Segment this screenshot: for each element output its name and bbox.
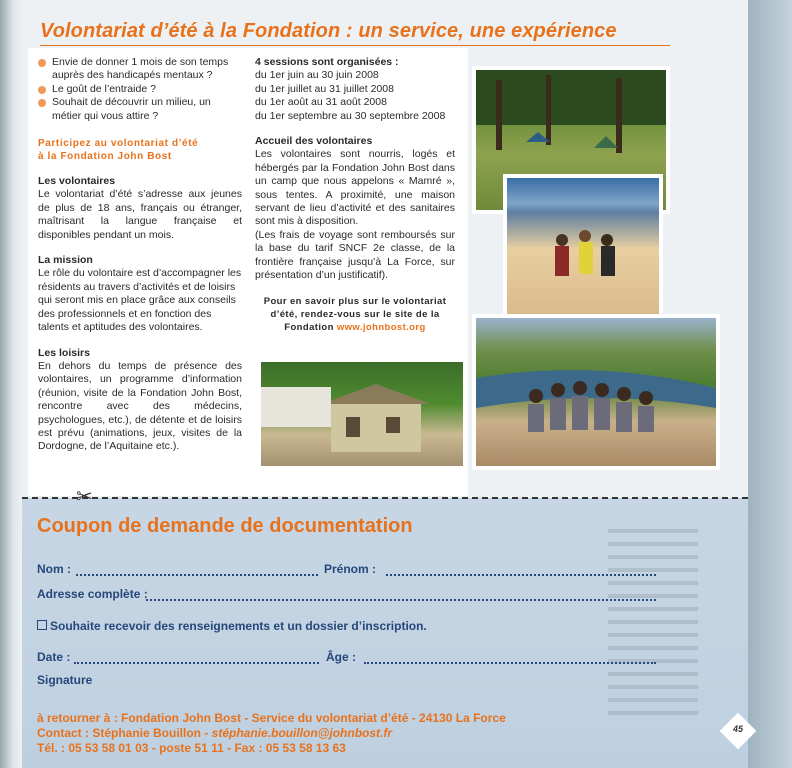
scissors-icon: ✂ bbox=[76, 486, 93, 508]
date-label: Date : bbox=[37, 650, 71, 664]
contact-line: Contact : Stéphanie Bouillon - stéphanie.bouillon@johnbost.fr bbox=[37, 726, 393, 740]
nom-label: Nom : bbox=[37, 562, 71, 576]
bullet-item: Le goût de l’entraide ? bbox=[38, 83, 242, 96]
mission-text: Le rôle du volontaire est d’accompagner les résidents au travers d’activités et de loisirs qui seront mis en place grâce aux conseils des professionnels et en fonction des talents et aptitudes des volontaires. bbox=[38, 267, 242, 334]
website-link[interactable]: www.johnbost.org bbox=[336, 321, 426, 333]
session-item: du 1er septembre au 30 septembre 2008 bbox=[255, 109, 446, 122]
souhait-checkbox[interactable] bbox=[37, 620, 47, 630]
return-address: à retourner à : Fondation John Bost - Service du volontariat d’été - 24130 La Force bbox=[37, 711, 506, 725]
house-photo bbox=[257, 358, 467, 470]
left-column bbox=[38, 56, 242, 454]
bullet-item: Envie de donner 1 mois de son temps auprès des handicapés mentaux ? bbox=[38, 56, 242, 83]
prenom-label: Prénom : bbox=[324, 562, 377, 576]
session-item: du 1er juillet au 31 juillet 2008 bbox=[255, 82, 394, 95]
loisirs-heading: Les loisirs bbox=[38, 346, 90, 359]
bullet-dot-icon bbox=[38, 86, 46, 94]
cut-line bbox=[22, 497, 748, 499]
page-number: 45 bbox=[732, 724, 743, 734]
phone-line: Tél. : 05 53 58 01 03 - poste 51 11 - Fax : 05 53 58 13 63 bbox=[37, 741, 346, 755]
accueil-note: (Les frais de voyage sont remboursés sur la base du tarif SNCF 2e classe, de la frontière française jusqu’à La Force, sur présentation d’un justificatif). bbox=[255, 228, 455, 282]
adresse-field[interactable] bbox=[146, 599, 656, 601]
right-edge-band bbox=[748, 0, 792, 768]
page-spine bbox=[0, 0, 22, 768]
nom-field[interactable] bbox=[76, 574, 318, 576]
contact-email-link[interactable]: stéphanie.bouillon@johnbost.fr bbox=[211, 726, 393, 740]
bullet-dot-icon bbox=[38, 59, 46, 67]
session-item: du 1er août au 31 août 2008 bbox=[255, 96, 387, 109]
bullet-dot-icon bbox=[38, 99, 46, 107]
website-callout: Pour en savoir plus sur le volontariat d’été, rendez-vous sur le site de la Fondation www.johnbost.org bbox=[263, 295, 447, 333]
article-title: Volontariat d’été à la Fondation : un service, une expérience bbox=[40, 20, 617, 42]
participez-heading: Participez au volontariat d’été à la Fondation John Bost bbox=[38, 138, 199, 163]
accueil-heading: Accueil des volontaires bbox=[255, 135, 373, 148]
loisirs-text: En dehors du temps de présence des volontaires, un programme d’information (réunion, visite de la Fondation John Bost, rencontre avec des médecins, psychologues, etc.), de détente et de loisirs est prévu (animations, jeux, visites de la Dordogne, de l’Aquitaine etc.). bbox=[38, 359, 242, 453]
age-field[interactable] bbox=[364, 662, 656, 664]
coupon-title: Coupon de demande de documentation bbox=[37, 515, 413, 537]
middle-column bbox=[255, 56, 455, 334]
accueil-text: Les volontaires sont nourris, logés et hébergés par la Fondation John Bost dans un camp que nous appelons « Mamré », sous tentes. A proximité, une maison servant de lieu d’activité et des sanitaires sont mis à disposition. bbox=[255, 148, 455, 228]
mission-heading: La mission bbox=[38, 254, 93, 267]
prenom-field[interactable] bbox=[386, 574, 656, 576]
volunteers-group-photo bbox=[472, 314, 720, 470]
volontaires-text: Le volontariat d’été s’adresse aux jeunes de plus de 18 ans, français ou étranger, maîtrisant la langue française et disponibles pendant un mois. bbox=[38, 188, 242, 241]
volontaires-heading: Les volontaires bbox=[38, 175, 116, 188]
souhait-option[interactable]: Souhaite recevoir des renseignements et un dossier d’inscription. bbox=[37, 619, 427, 633]
sessions-heading: 4 sessions sont organisées : bbox=[255, 56, 399, 68]
session-item: du 1er juin au 30 juin 2008 bbox=[255, 69, 379, 82]
date-field[interactable] bbox=[74, 662, 319, 664]
bullet-item: Souhait de découvrir un milieu, un métier qui vous attire ? bbox=[38, 96, 242, 123]
title-underline bbox=[40, 45, 670, 46]
signature-label: Signature bbox=[37, 673, 93, 687]
bleed-through-text bbox=[608, 520, 698, 750]
adresse-label: Adresse complète : bbox=[37, 587, 148, 601]
dune-group-photo bbox=[503, 174, 663, 324]
age-label: Âge : bbox=[326, 650, 356, 664]
